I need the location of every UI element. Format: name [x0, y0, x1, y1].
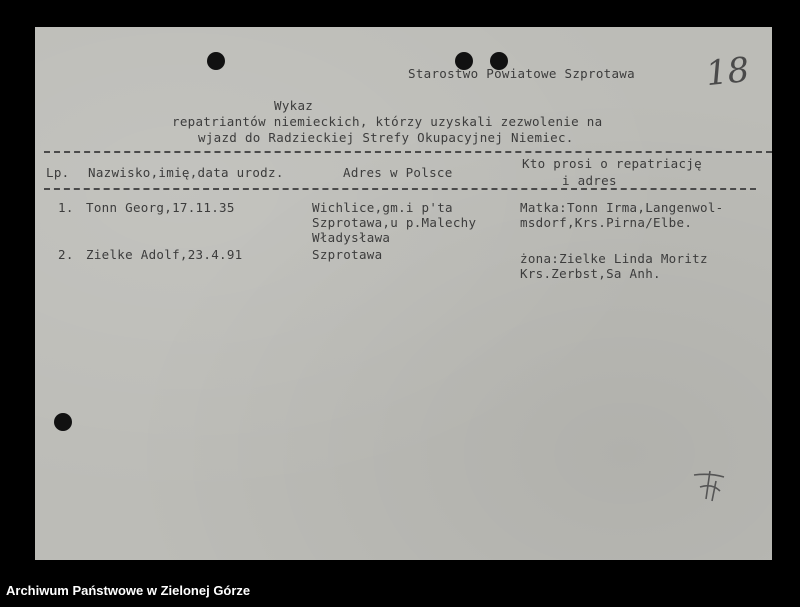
- row-2-address-line-1: Szprotawa: [312, 247, 383, 262]
- archive-footer: [0, 575, 800, 607]
- office-heading: Starostwo Powiatowe Szprotawa: [408, 66, 635, 81]
- title-line-1: Wykaz: [274, 98, 314, 113]
- row-1-address-line-3: Władysława: [312, 230, 391, 245]
- title-line-3: wjazd do Radzieckiej Strefy Okupacyjnej Niemiec.: [198, 130, 574, 145]
- column-header-requester: Kto prosi o repatriację: [522, 156, 702, 171]
- table-header-rule: [44, 188, 756, 190]
- document-sheet: [35, 27, 772, 560]
- row-2-requester-line-2: Krs.Zerbst,Sa Anh.: [520, 266, 661, 281]
- column-header-name: Nazwisko,imię,data urodz.: [88, 165, 284, 180]
- row-1-address-line-1: Wichlice,gm.i p'ta: [312, 200, 453, 215]
- column-header-requester-line2: i adres: [562, 173, 617, 188]
- archive-name: Archiwum Państwowe w Zielonej Górze: [6, 583, 251, 598]
- row-2-lp: 2.: [58, 247, 74, 262]
- punch-hole: [54, 413, 72, 431]
- row-1-requester-line-1: Matka:Tonn Irma,Langenwol-: [520, 200, 724, 215]
- title-line-2: repatriantów niemieckich, którzy uzyskali zezwolenie na: [172, 114, 603, 129]
- row-2-requester-line-1: żona:Zielke Linda Moritz: [520, 251, 708, 266]
- row-1-lp: 1.: [58, 200, 74, 215]
- handwritten-mark: [690, 465, 730, 505]
- punch-hole: [207, 52, 225, 70]
- row-2-name: Zielke Adolf,23.4.91: [86, 247, 243, 262]
- column-header-address: Adres w Polsce: [343, 165, 453, 180]
- row-1-requester-line-2: msdorf,Krs.Pirna/Elbe.: [520, 215, 693, 230]
- column-header-lp: Lp.: [46, 165, 70, 180]
- handwritten-page-number: 18: [704, 49, 752, 95]
- row-1-name: Tonn Georg,17.11.35: [86, 200, 235, 215]
- row-1-address-line-2: Szprotawa,u p.Malechy: [312, 215, 477, 230]
- table-top-rule: [44, 151, 772, 153]
